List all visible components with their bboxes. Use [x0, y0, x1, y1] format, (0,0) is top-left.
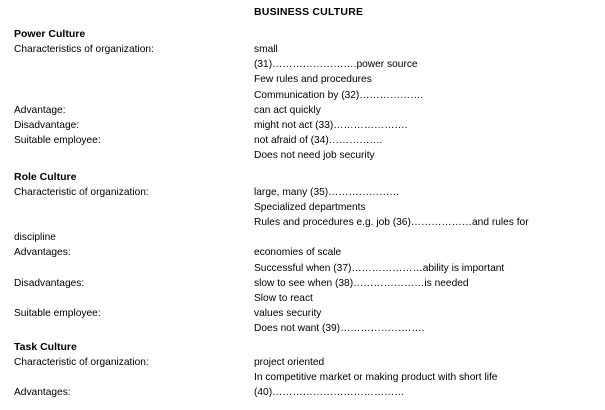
row-value: might not act (33)…………………. [254, 120, 408, 132]
row-label: Suitable employee: [14, 308, 101, 320]
table-row [14, 306, 597, 321]
table-row [14, 215, 597, 230]
table-row [14, 291, 597, 306]
row-value: Rules and procedures e.g. job (36)………………and rules for [254, 217, 529, 229]
row-value: large, many (35)………………… [254, 186, 400, 198]
table-row [14, 148, 597, 163]
table-row [14, 370, 597, 385]
table-row [14, 355, 597, 370]
table-row [14, 385, 597, 400]
table-row [14, 200, 597, 215]
table-row [14, 88, 597, 103]
section-heading-role-culture: Role Culture [14, 170, 77, 183]
table-row [14, 261, 597, 276]
row-value: In competitive market or making product with short life [254, 371, 498, 383]
row-value: values security [254, 308, 322, 320]
row-label: Suitable employee: [14, 135, 101, 147]
row-value: Communication by (32)………………. [254, 89, 424, 101]
table-row [14, 72, 597, 87]
table-row [14, 321, 597, 336]
table-row [14, 103, 597, 118]
row-value: slow to see when (38)…………………is needed [254, 277, 469, 289]
table-row [14, 42, 597, 57]
table-row [14, 245, 597, 260]
row-label: Disadvantages: [14, 277, 85, 289]
row-label: Characteristics of organization: [14, 44, 154, 55]
row-label: Advantages: [14, 247, 71, 259]
table-row [14, 276, 597, 291]
row-value: Successful when (37)…………………ability is important [254, 262, 505, 274]
row-value: not afraid of (34)……………. [254, 135, 383, 147]
row-value: project oriented [254, 356, 325, 368]
table-row [14, 133, 597, 148]
section-heading-task-culture: Task Culture [14, 340, 77, 353]
row-value: Slow to react [254, 293, 313, 305]
table-row [14, 185, 597, 200]
row-value: small [254, 44, 278, 55]
row-value: economies of scale [254, 247, 342, 259]
row-value: Few rules and procedures [254, 74, 372, 86]
row-label: Characteristic of organization: [14, 356, 149, 368]
row-label: Disadvantage: [14, 120, 80, 132]
row-label: Advantages: [14, 387, 71, 399]
row-label: Advantage: [14, 104, 66, 116]
table-row [14, 118, 597, 133]
row-value: Does not want (39)……………………. [254, 323, 425, 335]
row-value: (31)…………………….power source [254, 59, 418, 71]
page-title: BUSINESS CULTURE [254, 6, 364, 18]
table-row [14, 57, 597, 72]
row-value: Does not need job security [254, 150, 375, 162]
row-value: Specialized departments [254, 201, 366, 213]
row-value: can act quickly [254, 104, 321, 116]
row-value: (40)………………………………… [254, 387, 405, 399]
row-continuation: discipline [14, 232, 56, 244]
row-label: Characteristic of organization: [14, 186, 149, 198]
section-heading-power-culture: Power Culture [14, 28, 86, 40]
